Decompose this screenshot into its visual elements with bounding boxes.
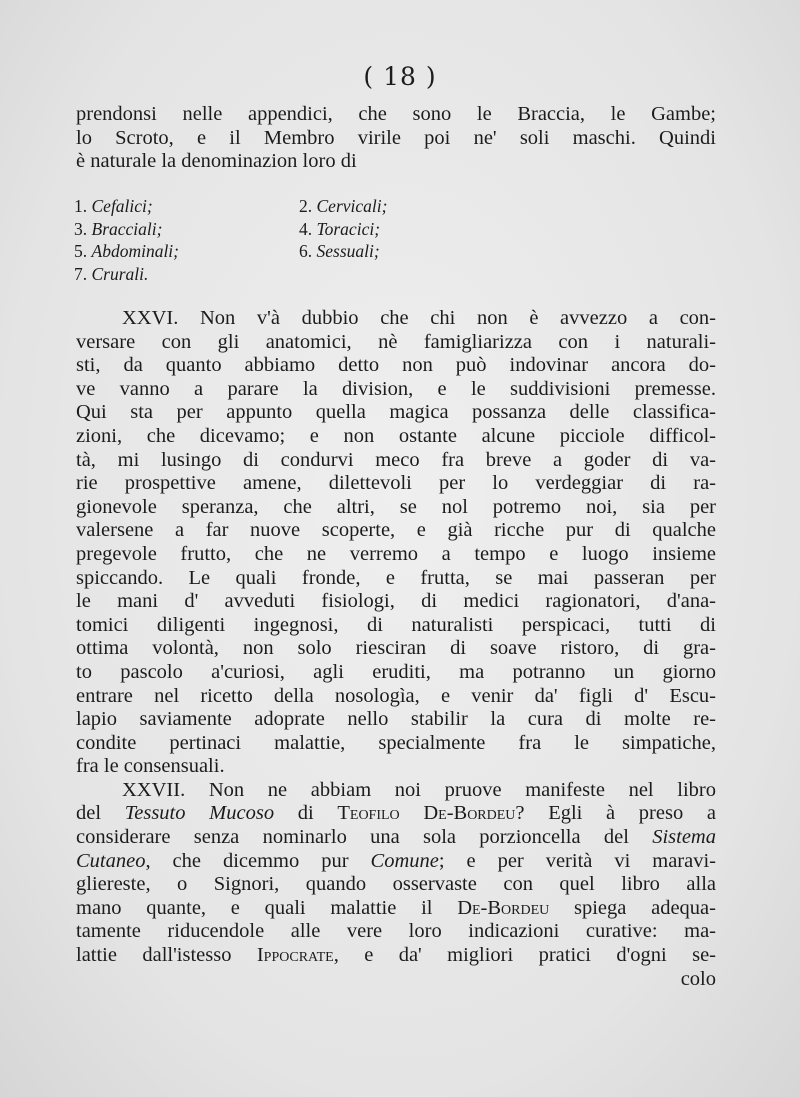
text-line: ve vanno a parare la division, e le suddivisioni premesse. — [76, 377, 716, 400]
text-line: ottima volontà, non solo riesciran di soave ristoro, di gra- — [76, 637, 716, 660]
list-item: 1. Cefalici; — [74, 196, 153, 216]
text-line: considerare senza nominarlo una sola porzioncella del Sistema — [76, 826, 716, 849]
text-line: pregevole frutto, che ne verremo a tempo e luogo insieme — [76, 542, 716, 565]
text-line: è naturale la denominazion loro di — [76, 150, 357, 173]
text-line: fra le consensuali. — [76, 755, 225, 778]
text-line: zioni, che dicevamo; e non ostante alcune picciole difficol- — [76, 424, 716, 447]
text-line: del Tessuto Mucoso di Teofilo De-Bordeu? Egli à preso a — [76, 802, 716, 825]
text-line: valersene a far nuove scoperte, e già ricche pur di qualche — [76, 519, 716, 542]
text-line: to pascolo a'curiosi, agli eruditi, ma potranno un giorno — [76, 660, 716, 683]
text-line: gionevole speranza, che altri, se nol potremo noi, sia per — [76, 495, 716, 518]
text-line: sti, da quanto abbiamo detto non può indovinar ancora do- — [76, 354, 716, 377]
text-line: lo Scroto, e il Membro virile poi ne' soli maschi. Quindi — [76, 126, 716, 149]
text-line: tamente riducendole alle vere loro indicazioni curative: ma- — [76, 920, 716, 943]
list-item: 6. Sessuali; — [299, 241, 380, 261]
region-list — [74, 195, 454, 285]
text-line: tomici diligenti ingegnosi, di naturalisti perspicaci, tutti di — [76, 613, 716, 636]
text-line: gliereste, o Signori, quando osservaste con quel libro alla — [76, 873, 716, 896]
text-line: XXVI. Non v'à dubbio che chi non è avvezzo a con- — [122, 307, 716, 329]
text-line: Qui sta per appunto quella magica possanza delle classifica- — [76, 401, 716, 424]
text-line: lattie dall'istesso Ippocrate, e da' migliori pratici d'ogni se- — [76, 944, 716, 967]
text-line: XXVII. Non ne abbiam noi pruove manifeste nel libro — [122, 778, 716, 801]
text-line: prendonsi nelle appendici, che sono le Braccia, le Gambe; — [76, 103, 716, 125]
list-item: 5. Abdominali; — [74, 241, 179, 261]
text-line: spiccando. Le quali fronde, e frutta, se mai passeran per — [76, 566, 716, 589]
catchword: colo — [680, 967, 716, 990]
text-line: mano quante, e quali malattie il De-Bordeu spiega adequa- — [76, 896, 716, 919]
text-line: rie prospettive amene, dilettevoli per lo verdeggiar di ra- — [76, 472, 716, 495]
text-line: Cutaneo, che dicemmo pur Comune; e per verità vi maravi- — [76, 849, 716, 872]
text-line: tà, mi lusingo di condurvi meco fra breve a goder di va- — [76, 448, 716, 471]
list-item: 7. Crurali. — [74, 263, 149, 284]
list-item: 3. Bracciali; — [74, 218, 163, 239]
text-line: entrare nel ricetto della nosologìa, e venir da' figli d' Escu- — [76, 684, 716, 707]
page-number: ( 18 ) — [363, 62, 437, 91]
list-item: 4. Toracici; — [299, 218, 381, 239]
text-line: versare con gli anatomici, nè famigliarizza con i naturali- — [76, 330, 716, 353]
intro-paragraph — [76, 103, 716, 174]
text-line: le mani d' avveduti fisiologi, di medici ragionatori, d'ana- — [76, 590, 716, 613]
text-line: lapio saviamente adoprate nello stabilir la cura di molte re- — [76, 708, 716, 731]
list-item: 2. Cervicali; — [299, 196, 388, 216]
main-text — [76, 307, 716, 991]
text-line: condite pertinaci malattie, specialmente fra le simpatiche, — [76, 731, 716, 754]
